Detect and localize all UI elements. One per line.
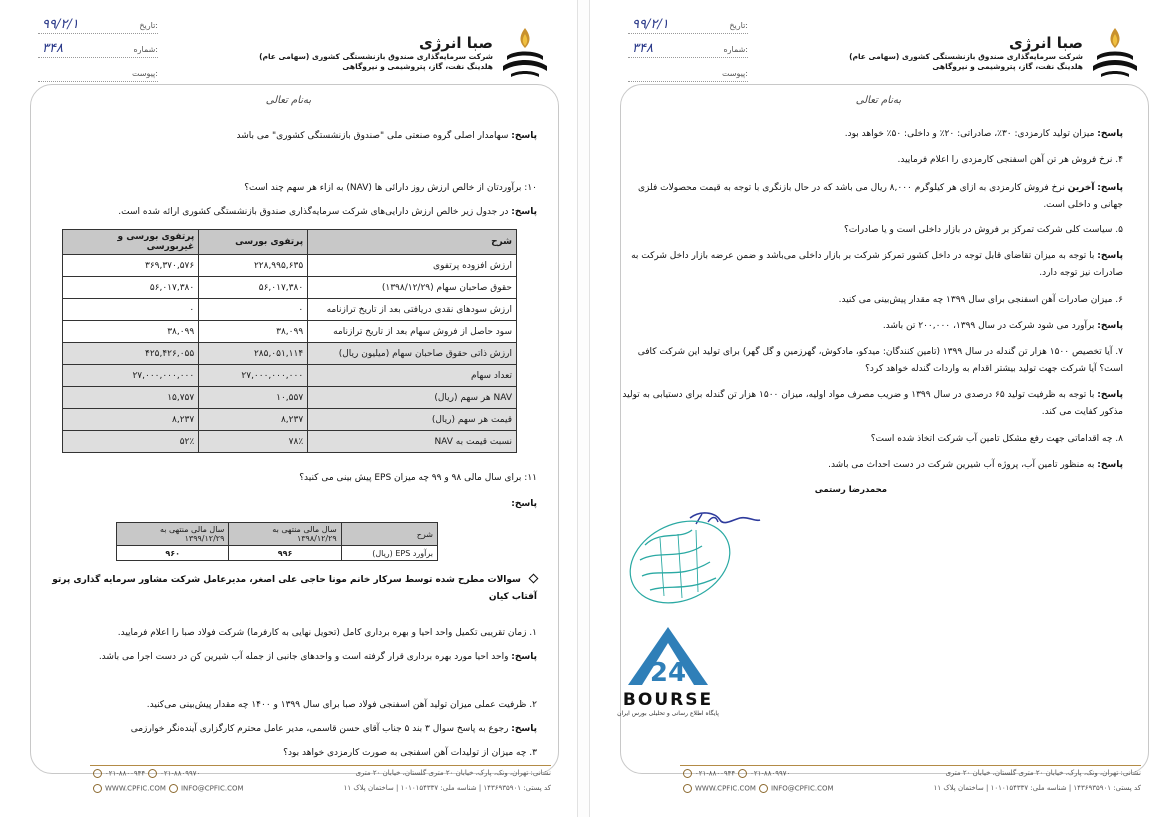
table-row [63,321,517,343]
footer-email: INFO@CPFIC.COM [770,784,834,793]
number-row [38,36,158,58]
table-row [117,546,438,561]
section-answer-2 [37,721,537,738]
footer-links [90,784,244,793]
table-cell: NAV هر سهم (ریال) [308,387,517,409]
table-row [63,343,517,365]
answer-text: رجوع به پاسخ سوال ۳ بند ۵ جناب آقای حسن قاسمی، مدیر عامل محترم کارگزاری آینده‌نگر خوارزمی [130,724,509,734]
footer-links [680,784,834,793]
table-cell: ۳۸,۰۹۹ [199,321,308,343]
company-subtitle: شرکت سرمایه‌گذاری صندوق بازنشستگی کشوری (سهامی عام) [849,52,1083,61]
footer-divider [90,765,551,766]
answer-text: واحد احیا مورد بهره برداری قرار گرفته است و واحدهای جانبی از جمله آب شیرین کن در دست اجرا می باشد. [98,652,509,662]
company-logo-icon [501,26,549,78]
table-cell: نسبت قیمت به NAV [308,431,517,453]
answer-text: با توجه به میزان تقاضای قابل توجه در داخل کشور تمرکز شرکت بر بازار داخلی می‌باشد و ضمن عرضه بازار داخل شرکت به صادرات نیز توجه دارد. [631,251,1123,278]
answer-text: در جدول زیر خالص ارزش دارایی‌های شرکت سرمایه‌گذاری صندوق بازنشستگی کشوری ارائه شده است. [118,207,509,217]
bourse-tagline: پایگاه اطلاع رسانی و تحلیلی بورس ایران [617,710,719,717]
table-row [63,387,517,409]
question-8: ۸. چه اقداماتی جهت رفع مشکل تامین آب شرکت اتخاذ شده است؟ [870,434,1123,444]
email-icon [169,784,178,793]
footer-row [90,769,551,783]
question-11: ۱۱: برای سال مالی ۹۸ و ۹۹ چه میزان EPS پیش بینی می کنید؟ [299,473,537,483]
answer-text: میزان تولید کارمزدی: ۳۰٪، صادراتی: ۲۰٪ و داخلی: ۵۰٪ خواهد بود. [844,129,1095,139]
fax-icon [148,769,157,778]
handwritten-title: به‌نام تعالی [855,95,902,106]
answer-text: سهامدار اصلی گروه صنعتی ملی "صندوق بازنشستگی کشوری" می باشد [236,131,509,141]
footer-phone: ۰۲۱-۸۸۰۰۹۴۴ [105,769,146,778]
table-cell: ۸,۲۳۷ [63,409,199,431]
table-header-cell: شرح [308,230,517,255]
nav-table [62,229,517,453]
answer-label: پاسخ: [511,499,537,509]
footer-row [680,769,1141,783]
phone-icon [683,769,692,778]
letter-meta [628,12,748,84]
globe-icon [93,784,102,793]
table-cell: ۴۲۵,۴۲۶,۰۵۵ [63,343,199,365]
date-value: ۹۹/۲/۱ [632,17,669,32]
footer-postal: کد پستی: ۱۴۳۶۹۳۵۹۰۱ | شناسه ملی: ۱۰۱۰۱۵۴۳۳۷ | ساختمان پلاک ۱۱ [343,784,551,792]
question-10: ۱۰: برآوردتان از خالص ارزش روز دارائی ها (NAV) به ازاء هر سهم چند است؟ [244,183,537,193]
table-header-row [117,523,438,546]
footer-row [90,784,551,798]
attachment-label: پیوست: [131,69,158,78]
section-answer-1 [37,649,537,666]
answer-text: نرخ فروش کارمزدی به ازای هر کیلوگرم ۸,۰۰۰ ریال می باشد که در حال بازنگری با توجه به قیمت محصولات فلزی جهانی و داخلی است. [637,183,1123,210]
answer-1 [37,128,537,145]
answer-label: پاسخ: [1097,129,1123,139]
table-cell: ۱۰,۵۵۷ [199,387,308,409]
number-value: ۳۴۸ [632,41,653,56]
bourse-mountain-icon [608,625,728,687]
table-cell: ۰ [199,299,308,321]
section-question-3: ۳. چه میزان از تولیدات آهن اسفنجی به صورت کارمزدی خواهد بود؟ [283,748,537,758]
question-7: ۷. آیا تخصیص ۱۵۰۰ هزار تن گندله در سال ۱۳۹۹ (تامین کنندگان: میدکو، مادکوش، گهرزمین و گل گهر) برای تولید این شرکت کافی است؟ آیا شرکت جهت تولید بیشتر اقدام به واردات گندله خواهد کرد؟ [637,347,1123,374]
answer-6 [618,318,1123,335]
table-header-cell: پرتفوی بورسی [199,230,308,255]
table-cell: ۹۹۶ [229,546,341,561]
table-cell: ۷۸٪ [199,431,308,453]
table-cell: تعداد سهام [308,365,517,387]
svg-text:24: 24 [649,658,687,687]
footer-website: WWW.CPFIC.COM [695,784,756,793]
answer-label: پاسخ: [511,724,537,734]
table-header-cell: شرح [341,523,437,546]
answer-label: پاسخ: [1097,321,1123,331]
table-cell: ۸,۲۳۷ [199,409,308,431]
table-cell: ۳۸,۰۹۹ [63,321,199,343]
answer-p1 [618,126,1123,143]
table-header-cell: پرتفوی بورسی و غیربورسی [63,230,199,255]
fax-icon [738,769,747,778]
bourse-logo [608,625,728,720]
question-4: ۴. نرخ فروش هر تن آهن اسفنجی کارمزدی را اعلام فرمایید. [897,155,1123,165]
bourse-name: BOURSE [622,690,714,710]
handwritten-title: به‌نام تعالی [265,95,312,106]
table-cell: ۲۷,۰۰۰,۰۰۰,۰۰۰ [63,365,199,387]
table-cell: ۲۲۸,۹۹۵,۶۳۵ [199,255,308,277]
section-title [37,572,537,606]
answer-text: با توجه به ظرفیت تولید ۶۵ درصدی در سال ۱۳۹۹ و ضریب مصرف مواد اولیه، میزان ۱۵۰۰ هزار تن گندله برای دستیابی به تولید مذکور کفایت می کند. [622,390,1123,417]
globe-icon [683,784,692,793]
company-name: صبا انرژی [1009,34,1083,52]
table-cell: ارزش افزوده پرتفوی [308,255,517,277]
answer-text: برآورد می شود شرکت در سال ۱۳۹۹، ۲۰۰,۰۰۰ تن باشد. [882,321,1095,331]
page-footer [680,769,1141,803]
footer-phones [90,769,200,778]
answer-label: پاسخ: [1097,251,1123,261]
number-label: شماره: [133,45,158,54]
answer-4 [618,180,1123,214]
table-cell: ارزش سودهای نقدی دریافتی بعد از تاریخ ترازنامه [308,299,517,321]
table-row [63,365,517,387]
footer-fax: ۰۲۱-۸۸۰۹۹۷۰ [750,769,791,778]
email-icon [759,784,768,793]
table-cell: ۳۶۹,۳۷۰,۵۷۶ [63,255,199,277]
footer-email: INFO@CPFIC.COM [180,784,244,793]
question-6: ۶. میزان صادرات آهن اسفنجی برای سال ۱۳۹۹ چه مقدار پیش‌بینی می کنید. [838,295,1123,305]
table-cell: قیمت هر سهم (ریال) [308,409,517,431]
table-header-row [63,230,517,255]
table-cell: ۵۲٪ [63,431,199,453]
answer-label: پاسخ: [1097,183,1123,193]
company-logo-icon [1091,26,1139,78]
table-row [63,431,517,453]
date-value: ۹۹/۲/۱ [42,17,79,32]
phone-icon [93,769,102,778]
section-title-text: سوالات مطرح شده توسط سرکار خانم مونا حاجی علی اصغر، مدیرعامل شرکت مشاور سرمایه گذاری پرتو آفتاب کیان [52,575,537,602]
footer-address: نشانی: تهران، ونک، پارک، خیابان ۲۰ متری گلستان، خیابان ۲۰ متری [355,769,551,777]
answer-text: به منظور تامین آب، پروژه آب شیرین شرکت در دست احداث می باشد. [828,460,1095,470]
attachment-row [628,60,748,82]
table-row [63,255,517,277]
page-footer [90,769,551,803]
answer-10 [37,204,537,221]
footer-website: WWW.CPFIC.COM [105,784,166,793]
company-tagline: هلدینگ نفت، گاز، پتروشیمی و نیروگاهی [932,62,1083,71]
number-label: شماره: [723,45,748,54]
table-cell: ارزش ذاتی حقوق صاحبان سهام (میلیون ریال) [308,343,517,365]
company-subtitle: شرکت سرمایه‌گذاری صندوق بازنشستگی کشوری (سهامی عام) [259,52,493,61]
table-cell: ۵۶,۰۱۷,۳۸۰ [199,277,308,299]
eps-table [116,522,438,561]
section-question-2: ۲. ظرفیت عملی میزان تولید آهن اسفنجی فولاد صبا برای سال ۱۳۹۹ و ۱۴۰۰ چه مقدار پیش‌بینی می‌کنید. [146,700,537,710]
letter-meta [38,12,158,84]
signer-name: محمدرضا رستمی [814,485,887,495]
footer-divider [680,765,1141,766]
table-cell: سود حاصل از فروش سهام بعد از تاریخ ترازنامه [308,321,517,343]
table-header-cell: سال مالی منتهی به ۱۳۹۹/۱۲/۲۹ [117,523,229,546]
diamond-bullet-icon [529,574,539,584]
question-5: ۵. سیاست کلی شرکت تمرکز بر فروش در بازار داخلی است و یا صادرات؟ [844,225,1123,235]
attachment-row [38,60,158,82]
answer-11-label [37,496,537,513]
answer-label: پاسخ: [511,652,537,662]
company-header [833,34,1083,72]
footer-phone: ۰۲۱-۸۸۰۰۹۴۴ [695,769,736,778]
table-cell: حقوق صاحبان سهام (۱۳۹۸/۱۲/۲۹) [308,277,517,299]
answer-label: پاسخ: [511,131,537,141]
answer-emphasis: آخرین [1067,183,1095,193]
page-gutter [577,0,590,817]
footer-address: نشانی: تهران، ونک، پارک، خیابان ۲۰ متری گلستان، خیابان ۲۰ متری [945,769,1141,777]
table-row [63,409,517,431]
table-row [63,299,517,321]
table-cell: ۲۸۵,۰۵۱,۱۱۴ [199,343,308,365]
date-label: تاریخ: [139,21,158,30]
attachment-label: پیوست: [721,69,748,78]
document-page-left [0,0,577,817]
table-cell: ۰ [63,299,199,321]
footer-postal: کد پستی: ۱۴۳۶۹۳۵۹۰۱ | شناسه ملی: ۱۰۱۰۱۵۴۳۳۷ | ساختمان پلاک ۱۱ [933,784,1141,792]
company-name: صبا انرژی [419,34,493,52]
date-label: تاریخ: [729,21,748,30]
footer-row [680,784,1141,798]
answer-8 [618,457,1123,474]
footer-fax: ۰۲۱-۸۸۰۹۹۷۰ [160,769,201,778]
signature-stamp-icon [620,500,780,610]
table-cell: ۲۷,۰۰۰,۰۰۰,۰۰۰ [199,365,308,387]
table-cell: ۱۵,۷۵۷ [63,387,199,409]
company-tagline: هلدینگ نفت، گاز، پتروشیمی و نیروگاهی [342,62,493,71]
date-row [628,12,748,34]
number-value: ۳۴۸ [42,41,63,56]
section-question-1: ۱. زمان تقریبی تکمیل واحد احیا و بهره برداری کامل (تحویل نهایی به کارفرما) شرکت فولاد صبا را اعلام فرمایید. [117,628,537,638]
answer-label: پاسخ: [1097,460,1123,470]
company-header [243,34,493,72]
table-header-cell: سال مالی منتهی به ۱۳۹۸/۱۲/۲۹ [229,523,341,546]
answer-label: پاسخ: [511,207,537,217]
date-row [38,12,158,34]
table-row [63,277,517,299]
table-cell: برآورد EPS (ریال) [341,546,437,561]
answer-7 [618,387,1123,421]
answer-label: پاسخ: [1097,390,1123,400]
number-row [628,36,748,58]
footer-phones [680,769,790,778]
table-cell: ۵۶,۰۱۷,۳۸۰ [63,277,199,299]
table-cell: ۹۶۰ [117,546,229,561]
answer-5 [618,248,1123,282]
